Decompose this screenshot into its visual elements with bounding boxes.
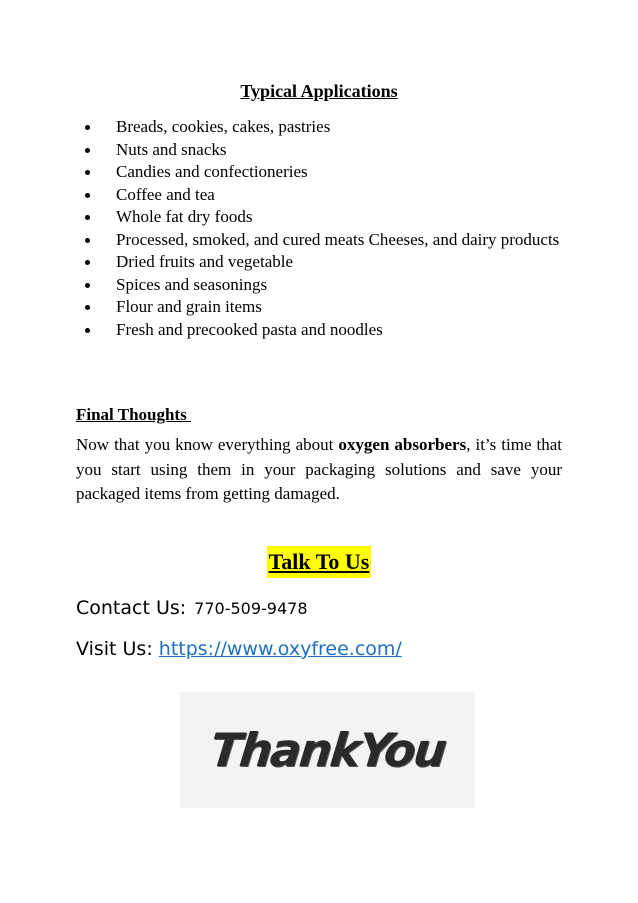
contact-phone[interactable]: 770-509-9478 (194, 599, 308, 618)
list-item-text: Processed, smoked, and cured meats Cheeses, and dairy products (116, 229, 560, 249)
bullet-icon (85, 148, 90, 153)
list-item (82, 296, 564, 319)
talk-to-us-heading: Talk To Us (267, 546, 372, 578)
contact-label: Contact Us: (76, 597, 187, 619)
visit-line (76, 635, 402, 663)
visit-label: Visit Us: (76, 638, 159, 660)
list-item (82, 184, 564, 207)
website-link[interactable]: https://www.oxyfree.com/ (158, 638, 402, 660)
list-item (82, 319, 564, 342)
list-item-text: Spices and seasonings (116, 274, 268, 294)
bullet-icon (85, 238, 90, 243)
paragraph-bold-term: oxygen absorbers (338, 435, 467, 454)
list-item (82, 251, 564, 274)
section-title: Typical Applications (240, 81, 398, 101)
bullet-icon (85, 215, 90, 220)
thank-you-image (180, 692, 475, 808)
applications-list (82, 116, 564, 341)
list-item-text: Nuts and snacks (116, 139, 227, 159)
bullet-icon (85, 305, 90, 310)
list-item-text: Candies and confectioneries (116, 162, 308, 181)
paragraph-text-end: , it’s time that you start using them in your packaging solutions and save your packaged items from getting damaged. (76, 435, 562, 503)
bullet-icon (85, 170, 90, 175)
list-item (82, 229, 564, 252)
final-thoughts-paragraph (76, 433, 562, 507)
list-item (82, 139, 564, 162)
list-item-text: Coffee and tea (116, 184, 215, 204)
bullet-icon (85, 125, 90, 130)
list-item (82, 206, 564, 229)
bullet-icon (85, 328, 90, 333)
list-item-text: Flour and grain items (116, 297, 262, 316)
thank-you-lettering: ThankYou (207, 723, 448, 777)
bullet-icon (85, 193, 90, 198)
bullet-icon (85, 283, 90, 288)
paragraph-text-start: Now that you know everything about (76, 435, 339, 454)
talk-to-us-row (0, 546, 638, 578)
list-item-text: Breads, cookies, cakes, pastries (116, 117, 331, 136)
bullet-icon (85, 260, 90, 265)
contact-line (76, 594, 308, 623)
list-item-text: Whole fat dry foods (116, 207, 253, 226)
final-thoughts-heading: Final Thoughts (76, 405, 191, 424)
list-item (82, 274, 564, 297)
list-item-text: Dried fruits and vegetable (116, 252, 294, 271)
list-item-text: Fresh and precooked pasta and noodles (116, 319, 383, 339)
list-item (82, 161, 564, 184)
list-item (82, 116, 564, 139)
